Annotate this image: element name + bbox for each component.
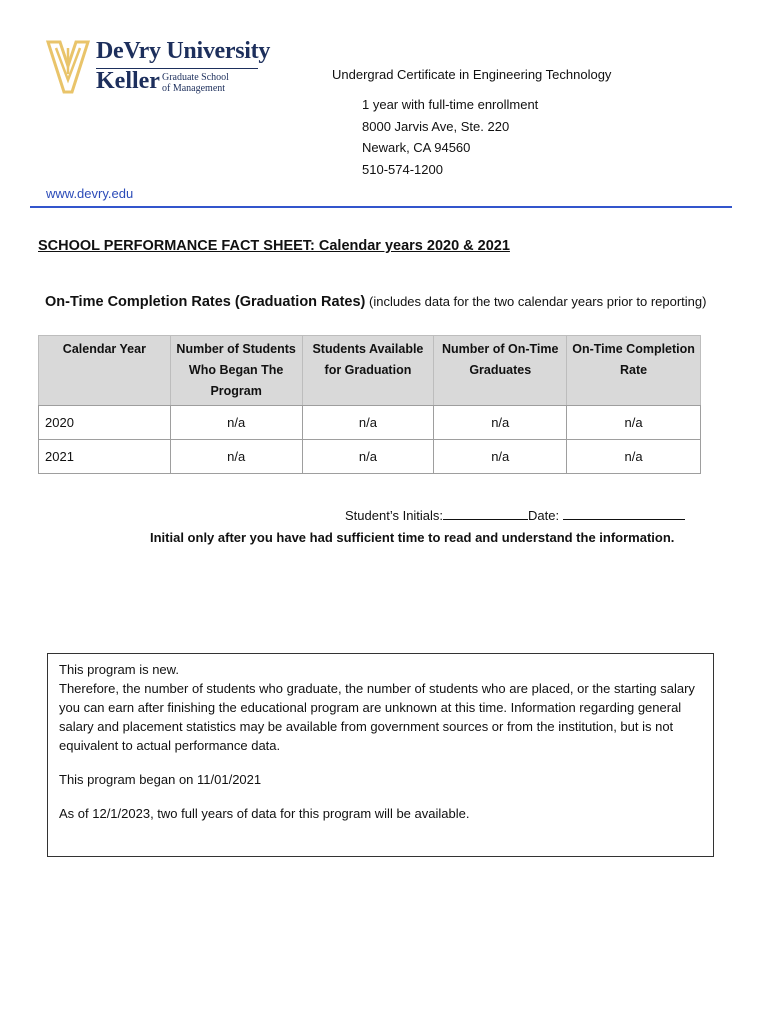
table-header-cell: Number of On-Time Graduates: [434, 336, 567, 406]
table-row: [39, 406, 701, 440]
table-cell: n/a: [567, 440, 701, 474]
logo-keller: Keller: [96, 68, 160, 94]
table-cell: n/a: [170, 440, 302, 474]
table-cell: 2021: [39, 440, 171, 474]
date-label: Date:: [528, 508, 563, 523]
table-cell: n/a: [170, 406, 302, 440]
website-link[interactable]: www.devry.edu: [46, 186, 134, 201]
address-block: [362, 94, 538, 180]
date-blank[interactable]: [563, 518, 685, 520]
disclaimer-paragraph: Therefore, the number of students who graduate, the number of students who are placed, or the starting salary you can earn after finishing the educational program are unknown at this time. Information regarding general salary and placement statistics may be available from government sources or from the institution, but is not equivalent to actual performance data.: [59, 681, 695, 753]
page-title: SCHOOL PERFORMANCE FACT SHEET: Calendar years 2020 & 2021: [38, 238, 510, 254]
completion-rates-table: [38, 335, 701, 474]
initials-label: Student’s Initials:: [345, 508, 444, 523]
table-cell: 2020: [39, 406, 171, 440]
address-line: 1 year with full-time enrollment: [362, 97, 539, 112]
table-cell: n/a: [434, 406, 567, 440]
table-cell: n/a: [434, 440, 567, 474]
address-line: Newark, CA 94560: [362, 140, 471, 155]
logo-subtitle-line1: Graduate School: [162, 72, 229, 83]
program-name: Undergrad Certificate in Engineering Technology: [332, 67, 612, 82]
logo-university-name: DeVry University: [96, 38, 271, 64]
initials-blank[interactable]: [443, 518, 528, 520]
program-start-date: This program began on 11/01/2021: [59, 772, 262, 787]
address-line: 510-574-1200: [362, 161, 443, 177]
table-cell: n/a: [302, 440, 434, 474]
table-header-cell: On-Time Completion Rate: [567, 336, 701, 406]
signoff-instruction: Initial only after you have had sufficient time to read and understand the information.: [150, 530, 675, 545]
disclaimer-box: [47, 653, 714, 857]
table-row: [39, 440, 701, 474]
table-header-cell: Calendar Year: [39, 336, 171, 406]
section-heading: [45, 290, 725, 314]
address-line: 8000 Jarvis Ave, Ste. 220: [362, 118, 510, 134]
table-header-cell: Students Available for Graduation: [302, 336, 434, 406]
disclaimer-line: This program is new.: [59, 662, 179, 677]
section-heading-note: (includes data for the two calendar years prior to reporting): [365, 294, 707, 309]
logo-subtitle: [162, 72, 229, 94]
table-header-cell: Number of Students Who Began The Program: [170, 336, 302, 406]
devry-keller-logo: [46, 38, 271, 96]
table-cell: n/a: [567, 406, 701, 440]
table-cell: n/a: [302, 406, 434, 440]
table-header-row: [39, 336, 701, 406]
header-divider: [30, 206, 732, 208]
devry-shield-icon: [46, 40, 90, 94]
section-heading-title: On-Time Completion Rates (Graduation Rates): [45, 294, 366, 310]
logo-subtitle-line2: of Management: [162, 83, 226, 94]
data-availability-note: As of 12/1/2023, two full years of data for this program will be available.: [59, 806, 470, 821]
signoff-line: [345, 508, 685, 523]
